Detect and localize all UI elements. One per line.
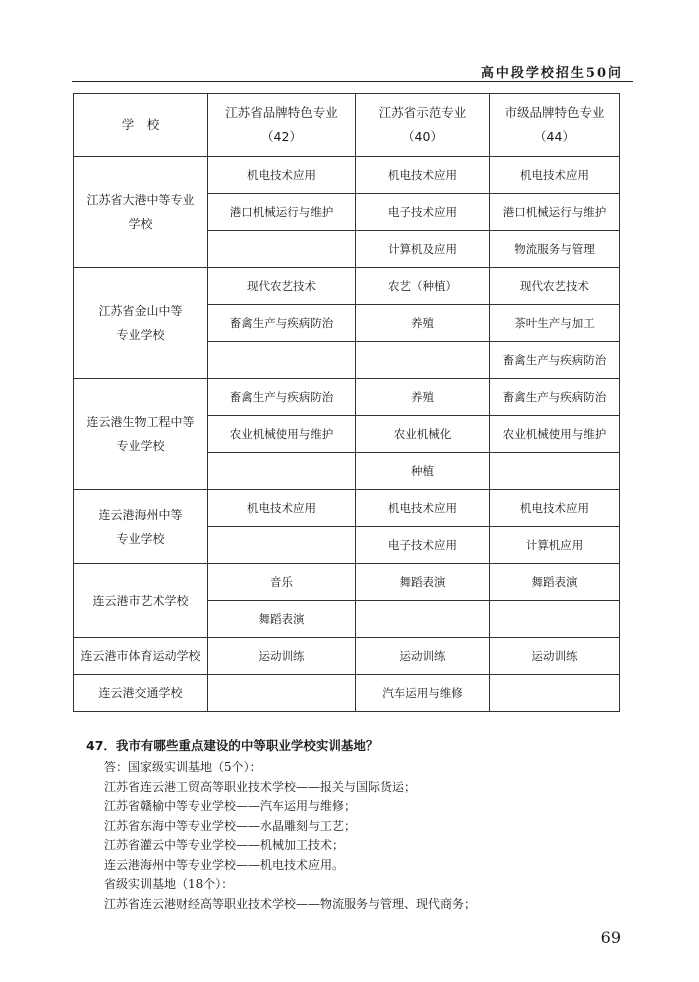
header-cell-provincial-demo: 江苏省示范专业 （40） [356, 94, 490, 157]
table-cell: 农艺（种植） [356, 268, 490, 305]
answer-line: 省级实训基地（18个）： [104, 877, 234, 891]
school-name-cell: 江苏省大港中等专业 学校 [74, 157, 208, 268]
school-name-cell: 连云港市体育运动学校 [74, 638, 208, 675]
table-cell [356, 601, 490, 638]
table-cell: 农业机械化 [356, 416, 490, 453]
table-cell: 畜禽生产与疾病防治 [208, 305, 356, 342]
table-row [74, 268, 620, 305]
table-cell: 农业机械使用与维护 [208, 416, 356, 453]
table-cell: 机电技术应用 [208, 490, 356, 527]
table-cell: 茶叶生产与加工 [490, 305, 620, 342]
answer-line: 答：国家级实训基地（5个）： [104, 760, 262, 774]
table-row [74, 638, 620, 675]
table-cell: 现代农艺技术 [490, 268, 620, 305]
running-header-title: 高中段学校招生50问 [480, 66, 623, 81]
table-cell: 机电技术应用 [356, 490, 490, 527]
table-cell: 畜禽生产与疾病防治 [208, 379, 356, 416]
table-cell: 电子技术应用 [356, 527, 490, 564]
table-cell: 运动训练 [208, 638, 356, 675]
school-name-cell: 连云港市艺术学校 [74, 564, 208, 638]
answer-line: 江苏省连云港财经高等职业技术学校——物流服务与管理、现代商务； [104, 896, 477, 911]
table-row [74, 490, 620, 527]
table-row [74, 157, 620, 194]
table-cell [490, 453, 620, 490]
school-name-cell: 连云港生物工程中等 专业学校 [74, 379, 208, 490]
page-number: 69 [600, 928, 621, 947]
table-cell [490, 601, 620, 638]
table-cell [356, 342, 490, 379]
table-cell: 机电技术应用 [356, 157, 490, 194]
table-header-row [74, 94, 620, 157]
header-cell-school: 学 校 [74, 94, 208, 157]
table-row [74, 564, 620, 601]
school-name-cell: 连云港海州中等 专业学校 [74, 490, 208, 564]
table-cell [208, 527, 356, 564]
table-cell: 计算机应用 [490, 527, 620, 564]
table-cell: 汽车运用与维修 [356, 675, 490, 712]
specialty-table [73, 93, 620, 712]
answer-line: 江苏省连云港工贸高等职业技术学校——报关与国际货运； [104, 779, 417, 794]
table-cell: 种植 [356, 453, 490, 490]
table-cell: 港口机械运行与维护 [490, 194, 620, 231]
answer-line: 江苏省赣榆中等专业学校——汽车运用与维修； [104, 799, 357, 813]
school-name-cell: 江苏省金山中等 专业学校 [74, 268, 208, 379]
table-cell [208, 453, 356, 490]
header-rule [72, 81, 633, 82]
question-heading: 47．我市有哪些重点建设的中等职业学校实训基地？ [86, 738, 379, 753]
table-cell: 电子技术应用 [356, 194, 490, 231]
table-cell: 养殖 [356, 379, 490, 416]
answer-body [104, 758, 624, 914]
table-row [74, 675, 620, 712]
table-cell [208, 675, 356, 712]
table-cell: 舞蹈表演 [356, 564, 490, 601]
table-cell: 运动训练 [356, 638, 490, 675]
table-cell [208, 342, 356, 379]
school-name-cell: 连云港交通学校 [74, 675, 208, 712]
table-cell: 舞蹈表演 [490, 564, 620, 601]
table-cell: 畜禽生产与疾病防治 [490, 342, 620, 379]
table-cell [208, 231, 356, 268]
table-cell: 养殖 [356, 305, 490, 342]
table-cell: 现代农艺技术 [208, 268, 356, 305]
table-cell [490, 675, 620, 712]
answer-line: 江苏省灌云中等专业学校——机械加工技术； [104, 838, 345, 852]
table-cell: 计算机及应用 [356, 231, 490, 268]
table-cell: 农业机械使用与维护 [490, 416, 620, 453]
table-cell: 音乐 [208, 564, 356, 601]
answer-line: 连云港海州中等专业学校——机电技术应用。 [104, 857, 345, 872]
table-cell: 运动训练 [490, 638, 620, 675]
table-cell: 物流服务与管理 [490, 231, 620, 268]
answer-line: 江苏省东海中等专业学校——水晶雕刻与工艺； [104, 818, 357, 833]
table-cell: 机电技术应用 [490, 490, 620, 527]
table-cell: 畜禽生产与疾病防治 [490, 379, 620, 416]
header-cell-provincial-brand: 江苏省品牌特色专业 （42） [208, 94, 356, 157]
table-row [74, 379, 620, 416]
table-cell: 机电技术应用 [490, 157, 620, 194]
table-cell: 舞蹈表演 [208, 601, 356, 638]
header-cell-city-brand: 市级品牌特色专业 （44） [490, 94, 620, 157]
table-cell: 港口机械运行与维护 [208, 194, 356, 231]
table-cell: 机电技术应用 [208, 157, 356, 194]
